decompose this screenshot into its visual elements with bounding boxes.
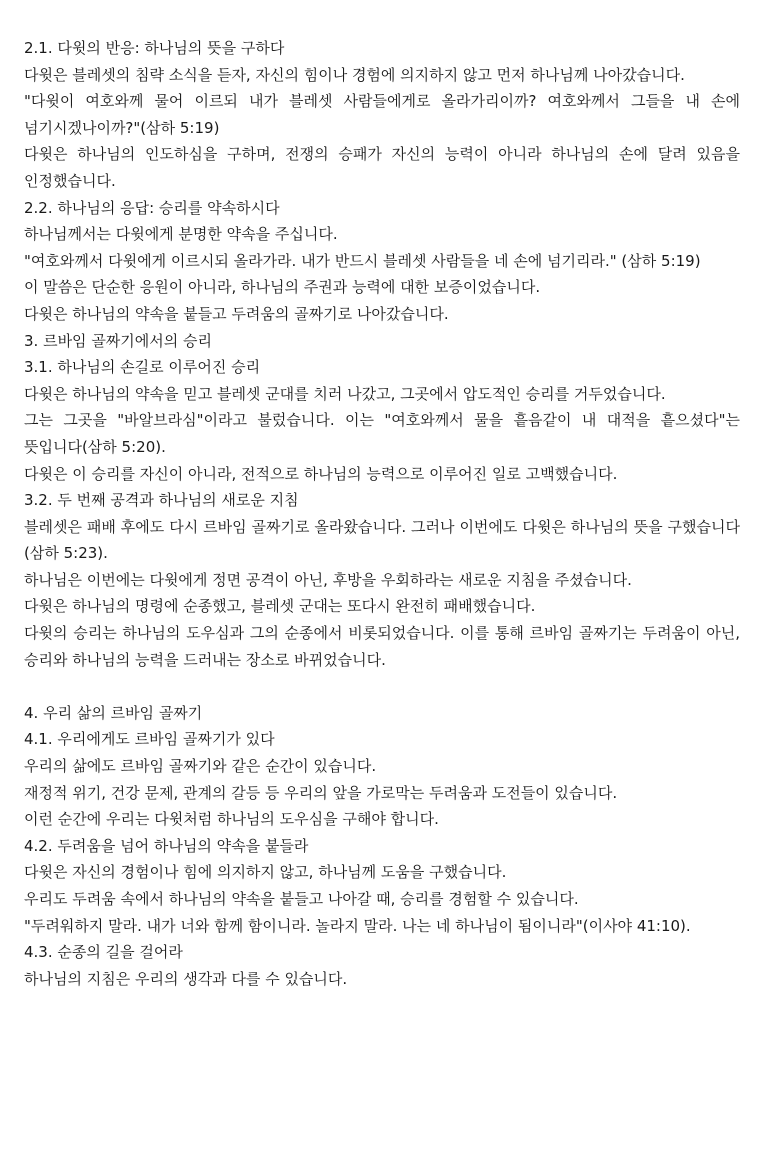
paragraph: 하나님은 이번에는 다윗에게 정면 공격이 아닌, 후방을 우회하라는 새로운 지침을 주셨습니다.: [24, 570, 632, 589]
scripture-quote: "여호와께서 다윗에게 이르시되 올라가라. 내가 반드시 블레셋 사람들을 네 손에 넘기리라." (삼하 5:19): [24, 251, 701, 270]
section-heading-4: 4. 우리 삶의 르바임 골짜기: [24, 703, 203, 722]
paragraph: 블레셋은 패배 후에도 다시 르바임 골짜기로 올라왔습니다. 그러나 이번에도 다윗은 하나님의 뜻을 구했습니다(삼하 5:23).: [24, 517, 740, 563]
paragraph: 다윗은 이 승리를 자신이 아니라, 전적으로 하나님의 능력으로 이루어진 일로 고백했습니다.: [24, 464, 618, 483]
paragraph: 이런 순간에 우리는 다윗처럼 하나님의 도우심을 구해야 합니다.: [24, 810, 439, 829]
section-heading-4-3: 4.3. 순종의 길을 걸어라: [24, 943, 183, 962]
paragraph: 다윗의 승리는 하나님의 도우심과 그의 순종에서 비롯되었습니다. 이를 통해 르바임 골짜기는 두려움이 아닌, 승리와 하나님의 능력을 드러내는 장소로 바뀌었습니다.: [24, 624, 745, 669]
document-body: [24, 35, 745, 992]
paragraph: 재정적 위기, 건강 문제, 관계의 갈등 등 우리의 앞을 가로막는 두려움과 도전들이 있습니다.: [24, 783, 618, 802]
paragraph: 하나님께서는 다윗에게 분명한 약속을 주십니다.: [24, 225, 338, 244]
scripture-quote: "다윗이 여호와께 물어 이르되 내가 블레셋 사람들에게로 올라가리이까? 여호와께서 그들을 내 손에 넘기시겠나이까?"(삼하 5:19): [24, 92, 745, 137]
paragraph: 다윗은 하나님의 약속을 붙들고 두려움의 골짜기로 나아갔습니다.: [24, 304, 449, 323]
section-heading-2-1: 2.1. 다윗의 반응: 하나님의 뜻을 구하다: [24, 39, 285, 57]
paragraph: 이 말씀은 단순한 응원이 아니라, 하나님의 주권과 능력에 대한 보증이었습니다.: [24, 278, 541, 297]
paragraph: 다윗은 블레셋의 침략 소식을 듣자, 자신의 힘이나 경험에 의지하지 않고 먼저 하나님께 나아갔습니다.: [24, 65, 685, 84]
section-heading-3-2: 3.2. 두 번째 공격과 하나님의 새로운 지침: [24, 491, 299, 510]
paragraph: 우리도 두려움 속에서 하나님의 약속을 붙들고 나아갈 때, 승리를 경험할 수 있습니다.: [24, 890, 579, 908]
section-heading-3: 3. 르바임 골짜기에서의 승리: [24, 331, 213, 350]
paragraph: 하나님의 지침은 우리의 생각과 다를 수 있습니다.: [24, 969, 348, 988]
scripture-quote: "두려워하지 말라. 내가 너와 함께 함이니라. 놀라지 말라. 나는 네 하나님이 됨이니라"(이사야 41:10).: [24, 916, 691, 935]
paragraph: 다윗은 자신의 경험이나 힘에 의지하지 않고, 하나님께 도움을 구했습니다.: [24, 863, 507, 882]
paragraph: 다윗은 하나님의 인도하심을 구하며, 전쟁의 승패가 자신의 능력이 아니라 하나님의 손에 달려 있음을 인정했습니다.: [24, 145, 745, 190]
section-heading-2-2: 2.2. 하나님의 응답: 승리를 약속하시다: [24, 198, 280, 217]
paragraph: 다윗은 하나님의 명령에 순종했고, 블레셋 군대는 또다시 완전히 패배했습니다.: [24, 597, 536, 616]
blank-line: [24, 673, 740, 700]
section-heading-4-1: 4.1. 우리에게도 르바임 골짜기가 있다: [24, 730, 275, 749]
paragraph: 그는 그곳을 "바알브라심"이라고 불렀습니다. 이는 "여호와께서 물을 흩음같이 내 대적을 흩으셨다"는 뜻입니다(삼하 5:20).: [24, 411, 745, 456]
section-heading-3-1: 3.1. 하나님의 손길로 이루어진 승리: [24, 358, 261, 377]
paragraph: 우리의 삶에도 르바임 골짜기와 같은 순간이 있습니다.: [24, 757, 377, 776]
section-heading-4-2: 4.2. 두려움을 넘어 하나님의 약속을 붙들라: [24, 836, 309, 855]
paragraph: 다윗은 하나님의 약속을 믿고 블레셋 군대를 치러 나갔고, 그곳에서 압도적인 승리를 거두었습니다.: [24, 384, 666, 403]
